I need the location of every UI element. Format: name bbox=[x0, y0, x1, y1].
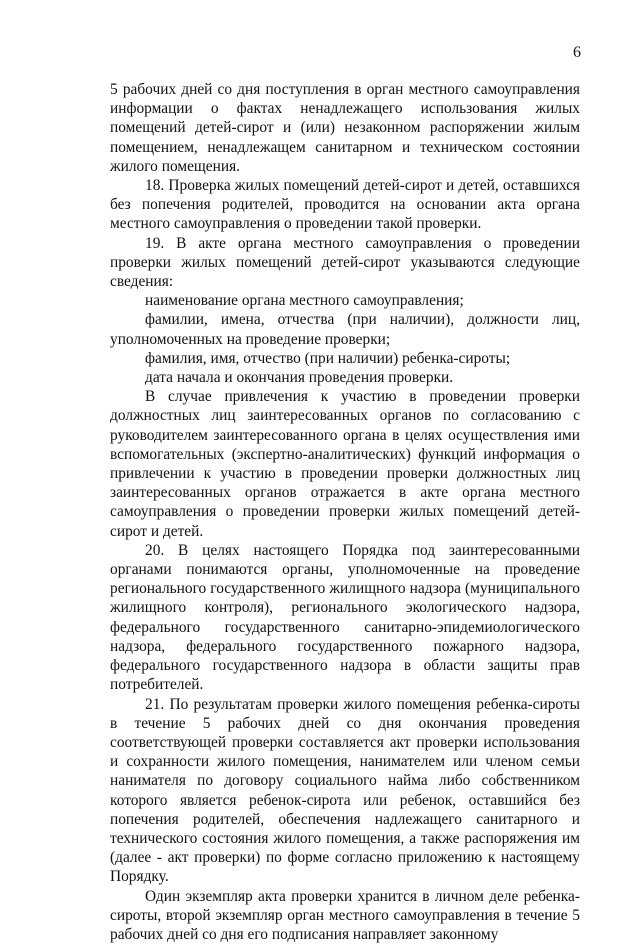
list-item-officials: фамилии, имена, отчества (при наличии), должности лиц, уполномоченных на проведение проверки; bbox=[110, 311, 580, 348]
document-body bbox=[110, 80, 580, 944]
paragraph-continuation: 5 рабочих дней со дня поступления в орган местного самоуправления информации о фактах ненадлежащего использования жилых помещений детей-сирот и (или) незаконном распоряжении жилым помещением, ненадлежащем санитарном и техническом состоянии жилого помещения. bbox=[110, 81, 580, 175]
page-number: 6 bbox=[573, 44, 581, 61]
list-item-dates: дата начала и окончания проведения проверки. bbox=[145, 369, 454, 387]
list-item-orphan-name: фамилия, имя, отчество (при наличии) ребенка-сироты; bbox=[145, 349, 511, 367]
paragraph-item-19: 19. В акте органа местного самоуправления о проведении проверки жилых помещений детей-сирот указываются следующие сведения: bbox=[110, 234, 580, 291]
paragraph-copies: Один экземпляр акта проверки хранится в личном деле ребенка-сироты, второй экземпляр орган местного самоуправления в течение 5 рабочих дней со дня его подписания направляет законному bbox=[110, 887, 580, 943]
paragraph-item-20: 20. В целях настоящего Порядка под заинтересованными органами понимаются органы, уполномоченные на проведение регионального государственного жилищного надзора (муниципального жилищного контроля), регионального экологического надзора, федерального государственного санитарно-эпидемиологического надзора, федерального государственного пожарного надзора, федерального государственного надзора в области защиты прав потребителей. bbox=[110, 541, 580, 694]
list-item-organ-name: наименование органа местного самоуправления; bbox=[145, 292, 464, 310]
paragraph-involvement: В случае привлечения к участию в проведении проверки должностных лиц заинтересованных органов по согласованию с руководителем заинтересованного органа в целях осуществления ими вспомогательных (экспертно-аналитических) функций информация о привлечении к участию в проведении проверки должностных лиц заинтересованных органов отражается в акте органа местного самоуправления о проведении проверки жилых помещений детей-сирот и детей. bbox=[110, 388, 580, 540]
paragraph-item-21: 21. По результатам проверки жилого помещения ребенка-сироты в течение 5 рабочих дней со дня окончания проведения соответствующей проверки составляется акт проверки использования и сохранности жилого помещения, нанимателем или членом семьи нанимателя по договору социального найма либо собственником которого является ребенок-сирота или ребенок, оставшийся без попечения родителей, обеспечения надлежащего санитарного и технического состояния жилого помещения, а также распоряжения им (далее - акт проверки) по форме согласно приложению к настоящему Порядку. bbox=[110, 695, 580, 886]
paragraph-item-18: 18. Проверка жилых помещений детей-сирот и детей, оставшихся без попечения родителей, проводится на основании акта органа местного самоуправления о проведении такой проверки. bbox=[110, 177, 580, 233]
